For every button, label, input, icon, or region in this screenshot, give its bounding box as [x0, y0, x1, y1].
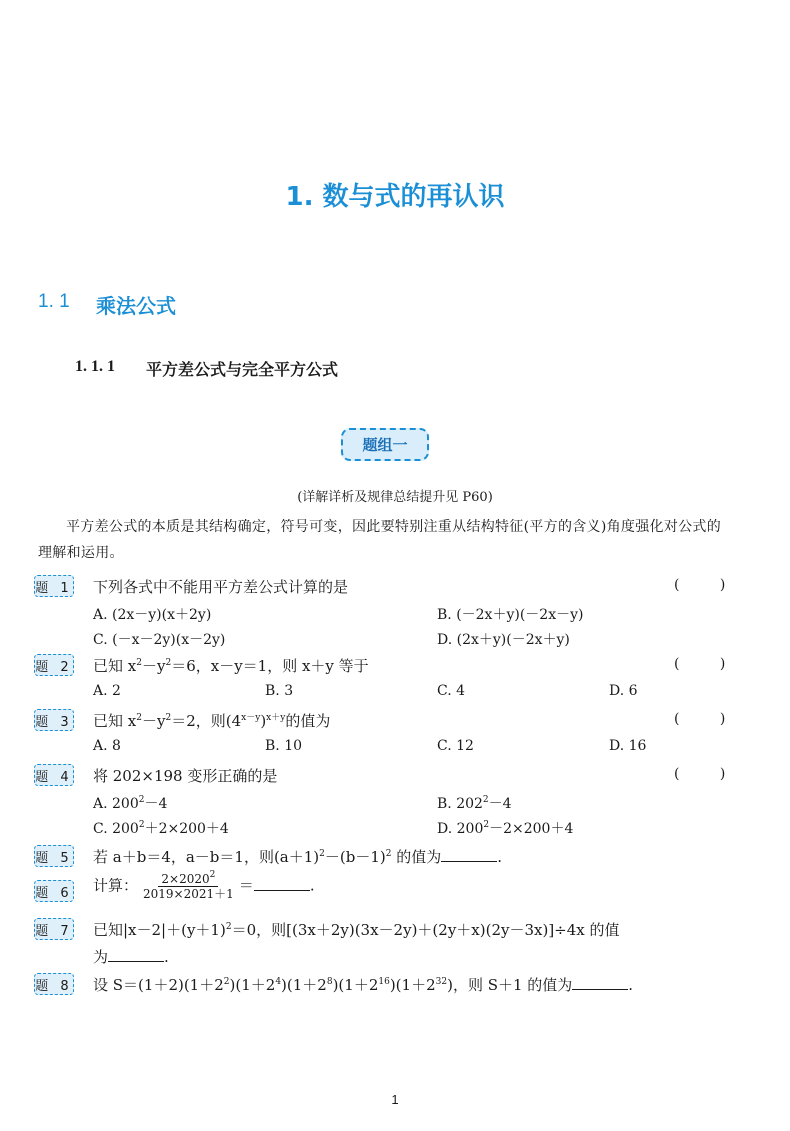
option-2a: A. 2	[93, 683, 121, 699]
option-4d: D. $200^2-2\times 200+4$	[437, 820, 574, 837]
answer-paren-3: ( )	[674, 711, 744, 727]
question-stem-6: 计算： $\frac{2\times 2020^2}{2019\times 2021+1}$ ＝ .	[93, 870, 315, 901]
question-badge-1	[34, 575, 74, 597]
option-3a: A. 8	[93, 738, 121, 754]
chapter-title: 1. 数与式的再认识	[285, 182, 505, 212]
question-stem-7: 已知$|x-2|+(y+1)^2=0$，则[(3x＋2y)(3x－2y)＋(2y＋x)(2y－3x)]÷4x 的值	[93, 921, 620, 939]
option-2c: C. 4	[437, 683, 466, 699]
option-2d: D. 6	[609, 683, 638, 699]
option-1c: C. (－x－2y)(x－2y)	[93, 632, 226, 648]
option-3b: B. 10	[265, 738, 303, 754]
question-label: 题 7	[35, 923, 73, 939]
question-stem-8: 设 $S=(1+2)(1+2^2)(1+2^4)(1+2^8)(1+2^{16})(1+2^{32})$，则 S＋1 的值为 .	[93, 976, 634, 994]
question-label: 题 4	[35, 769, 73, 785]
question-stem-2: 已知 $x^2-y^2=6$，x－y＝1，则 x＋y 等于	[93, 657, 369, 675]
subsection-title: 平方差公式与完全平方公式	[146, 360, 339, 379]
option-3d: D. 16	[609, 738, 647, 754]
question-label: 题 5	[35, 850, 73, 866]
question-stem-7-cont: 为 .	[93, 948, 169, 966]
question-badge-3	[34, 709, 74, 731]
question-stem-1: 下列各式中不能用平方差公式计算的是	[93, 578, 349, 596]
option-4b: B. $202^2-4$	[437, 795, 512, 812]
option-3c: C. 12	[437, 738, 474, 754]
section-title: 乘法公式	[96, 294, 176, 318]
question-badge-6	[34, 880, 74, 902]
answer-paren-2: ( )	[674, 656, 744, 672]
option-4c: C. $200^2+2\times 200+4$	[93, 820, 229, 837]
question-badge-5	[34, 845, 74, 867]
question-stem-3: 已知 $x^2-y^2=2$，则$(4^{x-y})^{x+y}$的值为	[93, 712, 331, 730]
question-label: 题 1	[35, 580, 73, 596]
option-1a: A. (2x－y)(x＋2y)	[93, 607, 212, 623]
option-1b: B. (－2x＋y)(－2x－y)	[437, 607, 584, 623]
answer-blank-7[interactable]	[108, 947, 164, 962]
question-badge-8	[34, 973, 74, 995]
section-number: 1. 1	[38, 291, 70, 312]
question-stem-5: 若 a＋b＝4，a－b＝1，则$(a+1)^2-(b-1)^2$ 的值为 .	[93, 848, 503, 866]
answer-blank-6[interactable]	[254, 876, 310, 891]
solution-reference-note: (详解详析及规律总结提升见 P60)	[297, 490, 493, 505]
question-label: 题 2	[35, 659, 73, 675]
answer-paren-1: ( )	[674, 577, 744, 593]
question-stem-4: 将 202×198 变形正确的是	[93, 767, 278, 785]
question-badge-4	[34, 764, 74, 786]
intro-paragraph: 平方差公式的本质是其结构确定，符号可变，因此要特别注重从结构特征(平方的含义)角度强化对公式的理解和运用。	[38, 519, 722, 561]
answer-blank-8[interactable]	[572, 975, 628, 990]
fraction: $\frac{2\times 2020^2}{2019\times 2021+1}$	[143, 870, 234, 901]
answer-paren-4: ( )	[674, 766, 744, 782]
question-label: 题 3	[35, 714, 73, 730]
option-2b: B. 3	[265, 683, 294, 699]
group-label-text: 题组一	[362, 436, 408, 454]
subsection-number: 1. 1. 1	[75, 358, 115, 375]
question-label: 题 8	[35, 978, 73, 994]
answer-blank-5[interactable]	[441, 847, 497, 862]
option-4a: A. $200^2-4$	[93, 795, 168, 812]
page-number: 1	[391, 1092, 399, 1107]
question-label: 题 6	[35, 885, 73, 901]
exercise-group-label	[341, 428, 429, 461]
question-badge-2	[34, 654, 74, 676]
question-badge-7	[34, 918, 74, 940]
option-1d: D. (2x＋y)(－2x＋y)	[437, 632, 570, 648]
